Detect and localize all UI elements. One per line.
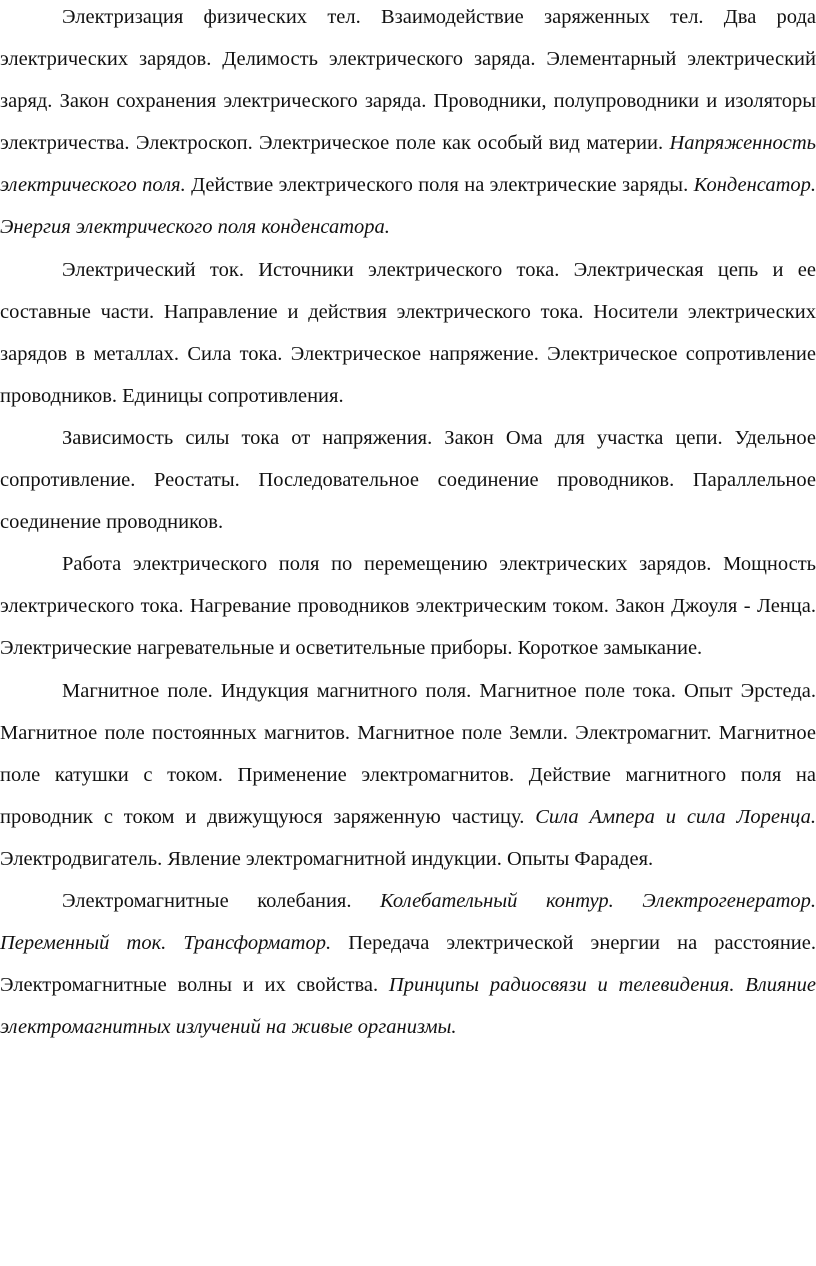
paragraph-text: Действие электрического поля на электрические заряды. bbox=[185, 174, 694, 197]
paragraph-electric-current bbox=[0, 249, 816, 417]
paragraph-em-oscillations bbox=[0, 880, 816, 1048]
paragraph-ohms-law bbox=[0, 417, 816, 543]
paragraph-text-italic: Напряженность электрического поля. bbox=[0, 132, 816, 197]
paragraph-text: Электрический ток. Источники электрического тока. Электрическая цепь и ее составные части. Направление и действия электрического тока. Носители электрических зарядов в металлах. Сила тока. Электрическое напряжение. Электрическое сопротивление проводников. Единицы сопротивления. bbox=[0, 258, 816, 407]
paragraph-work-power bbox=[0, 543, 816, 669]
paragraph-text-italic: Конденсатор. Энергия электрического поля конденсатора. bbox=[0, 174, 816, 239]
paragraph-text: Электризация физических тел. Взаимодействие заряженных тел. Два рода электрических зарядов. Делимость электрического заряда. Элементарный электрический заряд. Закон сохранения электрического заряда. Проводники, полупроводники и изоляторы электричества. Электроскоп. Электрическое поле как особый вид материи. bbox=[0, 6, 816, 155]
paragraph-text-italic: Сила Ампера и сила Лоренца. bbox=[535, 805, 816, 828]
paragraph-text-italic: Колебательный контур. Электрогенератор. Переменный ток. Трансформатор. bbox=[0, 889, 816, 955]
paragraph-text: Передача электрической энергии на расстояние. Электромагнитные волны и их свойства. bbox=[0, 932, 816, 997]
paragraph-text: Работа электрического поля по перемещению электрических зарядов. Мощность электрического тока. Нагревание проводников электрическим током. Закон Джоуля - Ленца. Электрические нагревательные и осветительные приборы. Короткое замыкание. bbox=[0, 553, 816, 660]
paragraph-text: Электродвигатель. Явление электромагнитной индукции. Опыты Фарадея. bbox=[0, 847, 654, 870]
paragraph-magnetic-field bbox=[0, 670, 816, 880]
paragraph-electrization bbox=[0, 0, 816, 249]
paragraph-text: Магнитное поле. Индукция магнитного поля. Магнитное поле тока. Опыт Эрстеда. Магнитное поле постоянных магнитов. Магнитное поле Земли. Электромагнит. Магнитное поле катушки с током. Применение электромагнитов. Действие магнитного поля на проводник с током и движущуюся заряженную частицу. bbox=[0, 679, 816, 828]
paragraph-text: Зависимость силы тока от напряжения. Закон Ома для участка цепи. Удельное сопротивление. Реостаты. Последовательное соединение проводников. Параллельное соединение проводников. bbox=[0, 426, 816, 534]
paragraph-text-italic: Принципы радиосвязи и телевидения. Влияние электромагнитных излучений на живые организмы. bbox=[0, 974, 816, 1039]
paragraph-text: Электромагнитные колебания. bbox=[62, 889, 381, 912]
